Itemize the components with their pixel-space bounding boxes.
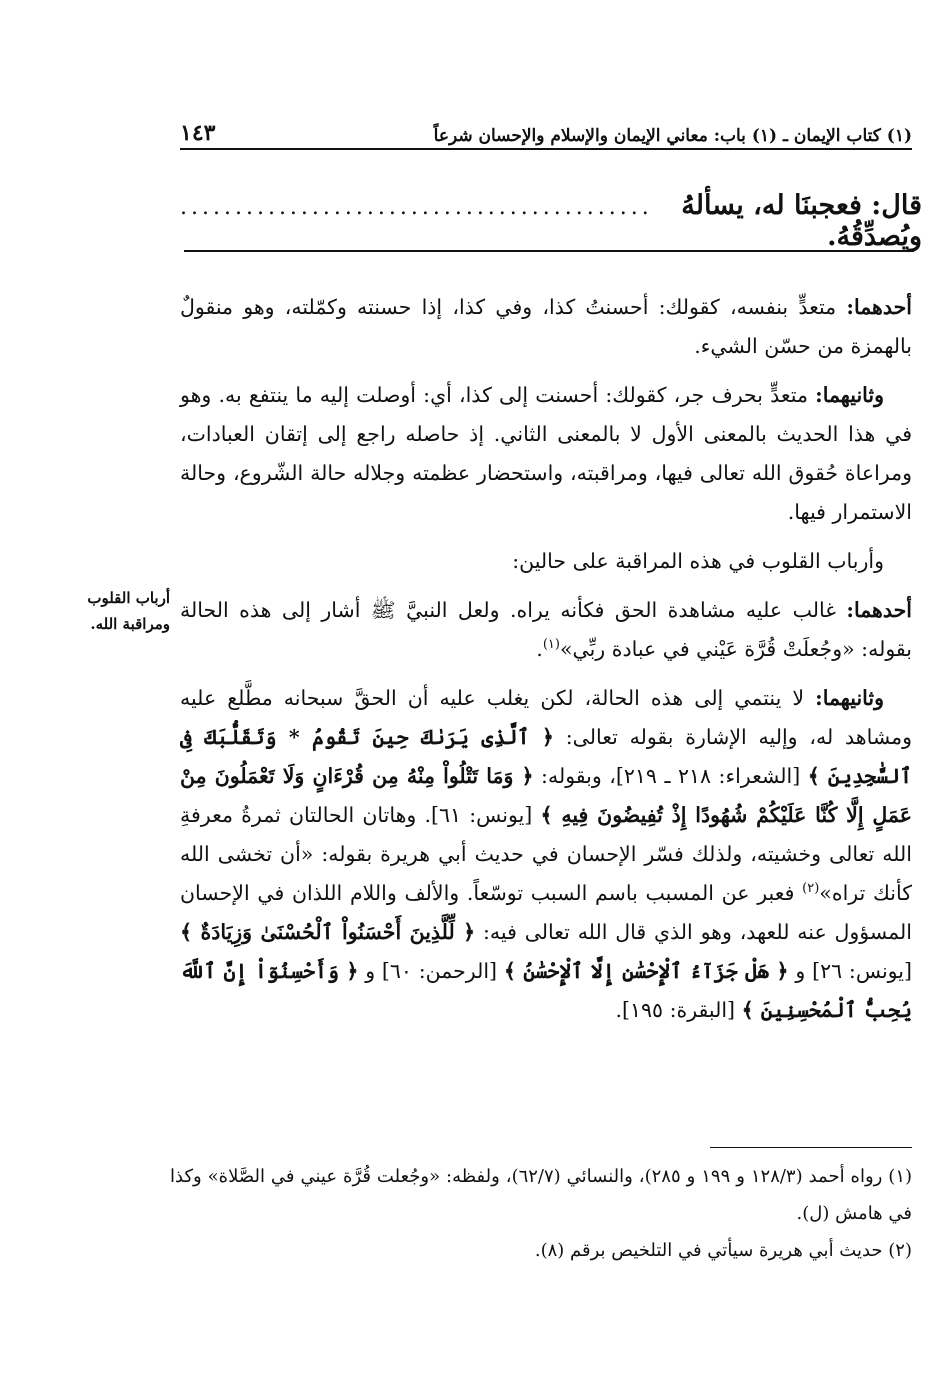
- margin-note: [52, 585, 170, 637]
- commentary-body: [180, 288, 912, 1040]
- paragraph-2: [180, 376, 912, 532]
- quran-quote-2: ﴿ وَمَا تَتْلُواْ مِنْهُ مِن قُرْءَانٍ وَلَا تَعْمَلُونَ مِنْ عَمَلٍ إِلَّا كُنَّا عَلَيْكُمْ شُهُودًا إِذْ تُفِيضُونَ فِيهِ ﴾: [180, 764, 912, 827]
- footnote-ref-2[interactable]: (٢): [802, 881, 820, 897]
- hadith-text: قال: فعجبنَا له، يسألهُ ويُصدِّقُهُ.: [681, 190, 922, 252]
- paragraph-4-text: غالب عليه مشاهدة الحق فكأنه يراه. ولعل النبيَّ ﷺ أشار إلى هذه الحالة بقوله: «وجُعلَتْ قُرَّة عَيْني في عبادة ربِّي»: [180, 598, 912, 661]
- footnote-rule: [710, 1147, 912, 1148]
- page-number: ١٤٣: [180, 120, 216, 146]
- margin-note-line-1: أرباب القلوب: [87, 589, 170, 607]
- paragraph-5-text-f: [الرحمن: ٦٠] و: [365, 959, 498, 983]
- paragraph-5-text-g: [البقرة: ١٩٥].: [615, 998, 736, 1022]
- paragraph-5: [180, 679, 912, 1030]
- footnote-1: (١) رواه أحمد (١٢٨/٣ و ١٩٩ و ٢٨٥)، والنسائي (٦٢/٧)، ولفظه: «وجُعلت قُرَّة عيني في الصَّلاة» وكذا في هامش (ل).: [170, 1166, 913, 1224]
- paragraph-5-text-b: [الشعراء: ٢١٨ ـ ٢١٩]، وبقوله:: [541, 764, 801, 788]
- paragraph-2-text: متعدٍّ بحرف جر، كقولك: أحسنت إلى كذا، أي: أوصلت إليه ما ينتفع به. وهو في هذا الحديث بالمعنى الأول لا بالمعنى الثاني. إذ حاصله راجع إلى إتقان العبادات، ومراعاة حُقوق الله تعالى فيها، ومراقبته، واستحضار عظمته وجلاله حالة الشّروع، وحالة الاستمرار فيها.: [180, 383, 912, 524]
- paragraph-1-text: متعدٍّ بنفسه، كقولك: أحسنتُ كذا، وفي كذا، إذا حسنته وكمّلته، وهو منقولٌ بالهمزة من حسّن الشيء.: [180, 295, 912, 358]
- hadith-dots: ...........................................: [180, 195, 653, 220]
- paragraph-5-lead: وثانيهما:: [815, 686, 884, 710]
- paragraph-3: [180, 542, 912, 581]
- quran-quote-4: ﴿ هَلْ جَزَآءُ ٱلْإِحْسَٰنِ إِلَّا ٱلْإِحْسَٰنُ ﴾: [503, 959, 789, 983]
- hadith-line: [180, 190, 922, 252]
- footnotes: [170, 1158, 912, 1269]
- running-header: [180, 116, 912, 146]
- quran-quote-5: ﴿ وَأَحْسِنُوٓاْ إِنَّ ٱللَّهَ يُحِبُّ ٱلْمُحْسِنِينَ ﴾: [180, 959, 912, 1022]
- margin-note-line-2: ومراقبة الله.: [90, 615, 170, 633]
- paragraph-5-text-a: لا ينتمي إلى هذه الحالة، لكن يغلب عليه أن الحقَّ سبحانه مطَّلع عليه ومشاهد له، وإليه الإشارة بقوله تعالى:: [180, 686, 912, 749]
- paragraph-4-lead: أحدهما:: [846, 598, 912, 622]
- paragraph-3-text: وأرباب القلوب في هذه المراقبة على حالين:: [512, 549, 884, 573]
- quran-quote-3: ﴿ لِّلَّذِينَ أَحْسَنُواْ ٱلْحُسْنَىٰ وَزِيَادَةٌ ﴾: [180, 920, 476, 944]
- paragraph-4: [180, 591, 912, 669]
- footnote-ref-1[interactable]: (١): [542, 637, 560, 653]
- header-rule: [180, 148, 912, 150]
- hadith-rule: [184, 250, 914, 252]
- paragraph-2-lead: وثانيهما:: [815, 383, 884, 407]
- footnote-2: (٢) حديث أبي هريرة سيأتي في التلخيص برقم (٨).: [534, 1240, 912, 1261]
- paragraph-4-end: .: [536, 637, 543, 661]
- paragraph-1: [180, 288, 912, 366]
- quran-quote-1: ﴿ ٱلَّذِى يَرَىٰكَ حِينَ تَقُومُ * وَتَقَلُّبَكَ فِى ٱلسَّٰجِدِينَ ﴾: [180, 725, 912, 788]
- paragraph-5-text-e: [يونس: ٢٦] و: [795, 959, 912, 983]
- paragraph-1-lead: أحدهما:: [846, 295, 912, 319]
- paragraph-5-text-d: فعبر عن المسبب باسم السبب توسّعاً. والألف واللام اللذان في الإحسان المسؤول عنه للعهد، وهو الذي قال الله تعالى فيه:: [180, 881, 912, 944]
- paragraph-5-text-c: [يونس: ٦١]. وهاتان الحالتان ثمرةُ معرفةِ الله تعالى وخشيته، ولذلك فسّر الإحسان في حديث أبي هريرة بقوله: «أن تخشى الله كأنك تراه»: [180, 803, 912, 905]
- running-title: (١) كتاب الإيمان ـ (١) باب: معاني الإيمان والإسلام والإحسان شرعاً: [433, 126, 912, 146]
